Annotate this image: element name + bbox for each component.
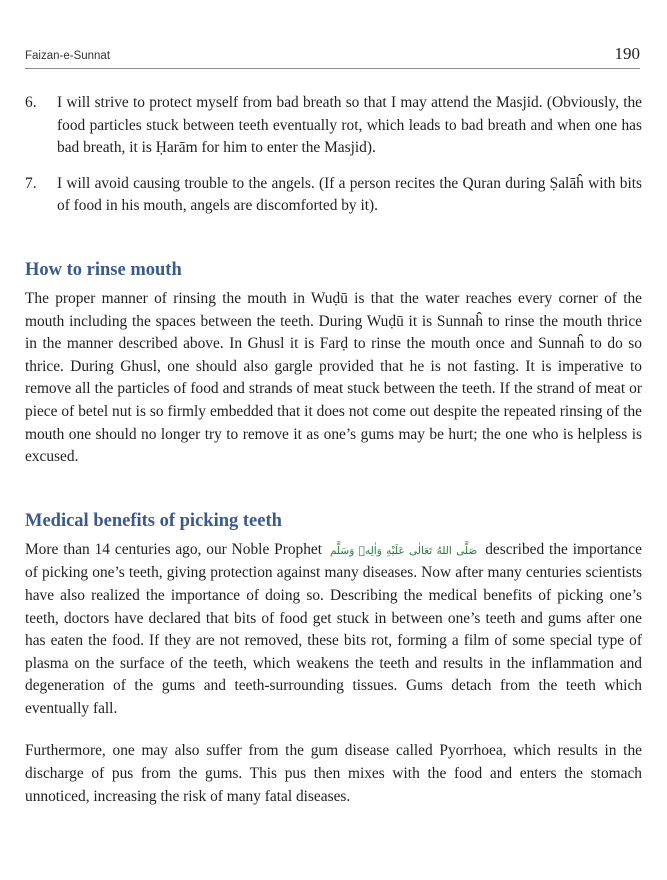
list-item [25,173,642,218]
section-heading-rinse-mouth: How to rinse mouth [25,259,182,280]
page-number: 190 [614,44,640,63]
paragraph-text-after-salutation: described the importance of picking one’s teeth, giving protection against many diseases. Now after many centuries scientists have also realized the importance of doing so. Describing the medical benefits of picking one’s teeth, doctors have declared that bits of food get stuck in between one’s teeth and gums after one has eaten the food. If they are not removed, these bits rot, forming a film of some special type of plasma on the surface of the teeth, which weakens the teeth and results in the inflammation and degeneration of the gums and teeth-surrounding tissues. Gums detach from the teeth which eventually fall. [25,540,642,717]
paragraph-pyorrhoea: Furthermore, one may also suffer from the gum disease called Pyorrhoea, which results in the discharge of pus from the gums. This pus then mixes with the food and enters the stomach unnoticed, increasing the risk of many fatal diseases. [25,742,642,805]
list-item-number: 7. [25,174,37,192]
page-body [25,92,642,808]
paragraph-text-before-salutation: More than 14 centuries ago, our Noble Prophet [25,540,323,558]
numbered-list [25,92,642,218]
list-item-number: 6. [25,94,37,111]
paragraph-medical-benefits [25,539,642,721]
list-item [25,92,642,160]
arabic-salutation: صَلَّى اللهُ تَعَالٰى عَلَيْهِ وَاٰلِهٖ وَسَلَّم [329,544,478,557]
section-heading-medical-benefits: Medical benefits of picking teeth [25,510,282,531]
list-item-text: I will avoid causing trouble to the angels. (If a person recites the Quran during Ṣalāĥ with bits of food in his mouth, angels are discomforted by it). [57,174,642,215]
book-title: Faizan-e-Sunnat [25,50,111,62]
list-item-text: I will strive to protect myself from bad breath so that I may attend the Masjid. (Obviously, the food particles stuck between teeth eventually rot, which leads to bad breath and when one has bad breath, it is Ḥarām for him to enter the Masjid). [57,94,642,157]
running-header [25,44,640,69]
paragraph-rinse-mouth: The proper manner of rinsing the mouth in Wuḍū is that the water reaches every corner of the mouth including the spaces between the teeth. During Wuḍū it is Sunnaĥ to rinse the mouth thrice in the manner described above. In Ghusl it is Farḍ to rinse the mouth once and Sunnaĥ to do so thrice. During Ghusl, one should also gargle provided that he is not fasting. It is imperative to remove all the particles of food and strands of meat stuck between the teeth. If the strand of meat or piece of betel nut is so firmly embedded that it does not come out despite the repeated rinsing of the mouth one should no longer try to remove it as one’s gums may be hurt; the one who is helpless is excused. [25,289,642,466]
